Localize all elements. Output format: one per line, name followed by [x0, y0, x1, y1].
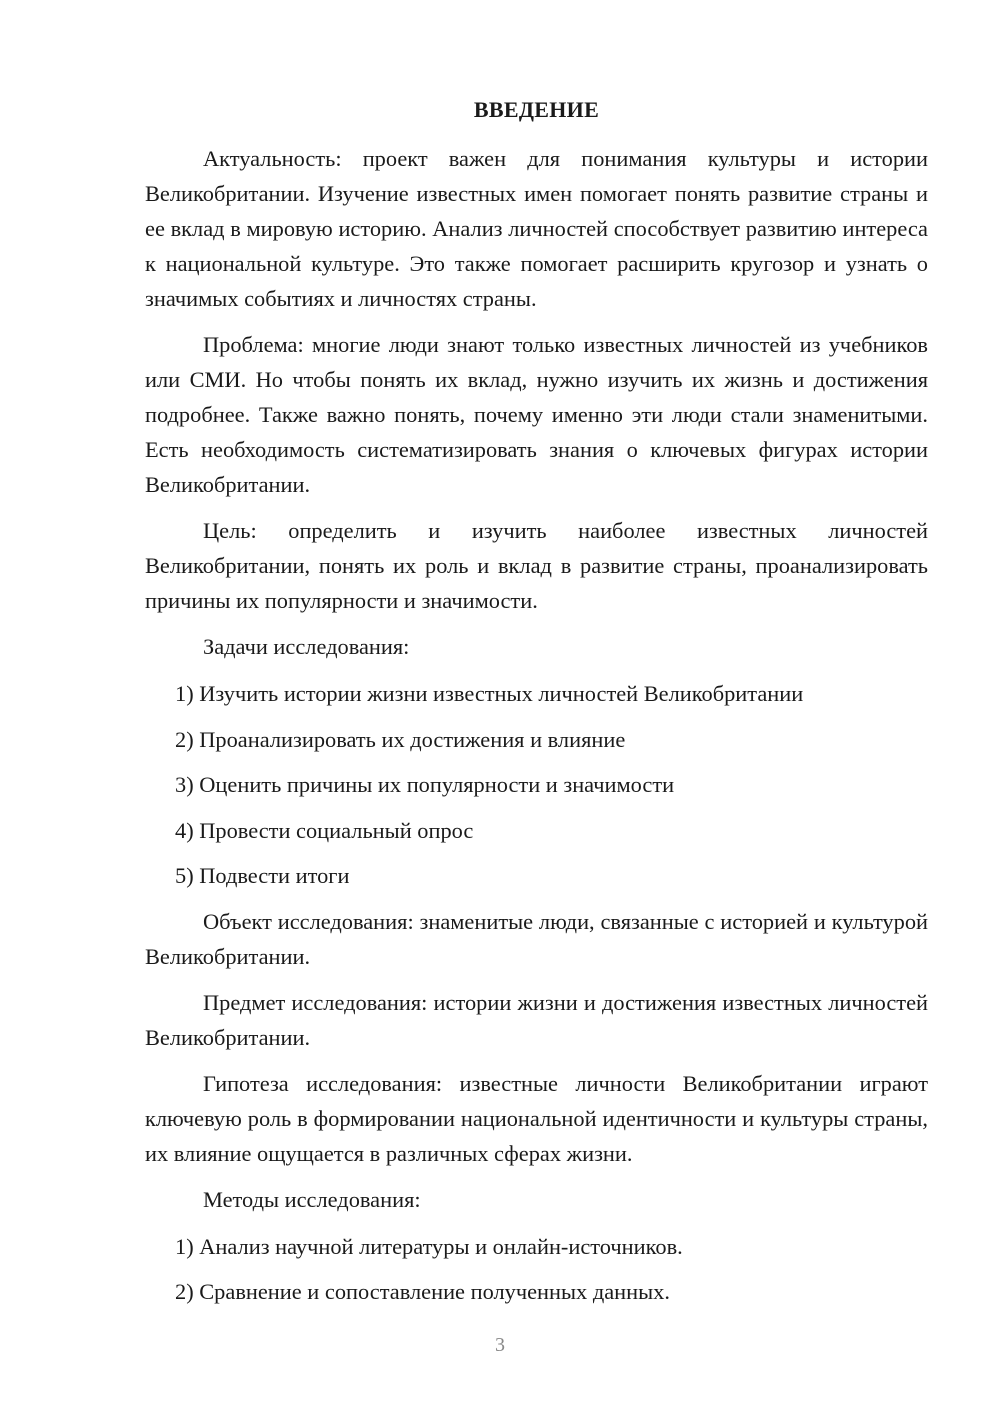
object-paragraph: Объект исследования: знаменитые люди, связанные с историей и культурой Великобритании. — [145, 908, 928, 969]
methods-list — [145, 1229, 928, 1310]
list-item: 5) Подвести итоги — [175, 863, 350, 888]
list-item: 3) Оценить причины их популярности и значимости — [175, 772, 675, 797]
goal-paragraph: Цель: определить и изучить наиболее известных личностей Великобритании, понять их роль и вклад в развитие страны, проанализировать причины их популярности и значимости. — [145, 518, 928, 613]
tasks-heading: Задачи исследования: — [203, 634, 410, 659]
relevance-paragraph: Актуальность: проект важен для понимания культуры и истории Великобритании. Изучение известных имен помогает понять развитие страны и ее вклад в мировую историю. Анализ личностей способствует развитию интереса к национальной культуре. Это также помогает расширить кругозор и узнать о значимых событиях и личностях страны. — [145, 146, 928, 311]
section-title: ВВЕДЕНИЕ — [473, 97, 600, 122]
list-item: 2) Сравнение и сопоставление полученных данных. — [175, 1279, 670, 1304]
list-item: 4) Провести социальный опрос — [175, 817, 474, 843]
subject-paragraph: Предмет исследования: истории жизни и достижения известных личностей Великобритании. — [145, 989, 928, 1050]
list-item: 1) Изучить истории жизни известных личностей Великобритании — [175, 681, 804, 706]
problem-paragraph: Проблема: многие люди знают только известных личностей из учебников или СМИ. Но чтобы понять их вклад, нужно изучить их жизнь и достижения подробнее. Также важно понять, почему именно эти люди стали знаменитыми. Есть необходимость систематизировать знания о ключевых фигурах истории Великобритании. — [145, 332, 928, 497]
list-item: 2) Проанализировать их достижения и влияние — [175, 726, 626, 752]
list-item: 1) Анализ научной литературы и онлайн-источников. — [175, 1233, 683, 1259]
hypothesis-paragraph: Гипотеза исследования: известные личности Великобритании играют ключевую роль в формировании национальной идентичности и культуры страны, их влияние ощущается в различных сферах жизни. — [145, 1070, 928, 1166]
page-number: 3 — [495, 1334, 505, 1356]
methods-heading: Методы исследования: — [203, 1186, 421, 1212]
tasks-list — [145, 676, 928, 893]
document-page — [145, 95, 928, 1320]
